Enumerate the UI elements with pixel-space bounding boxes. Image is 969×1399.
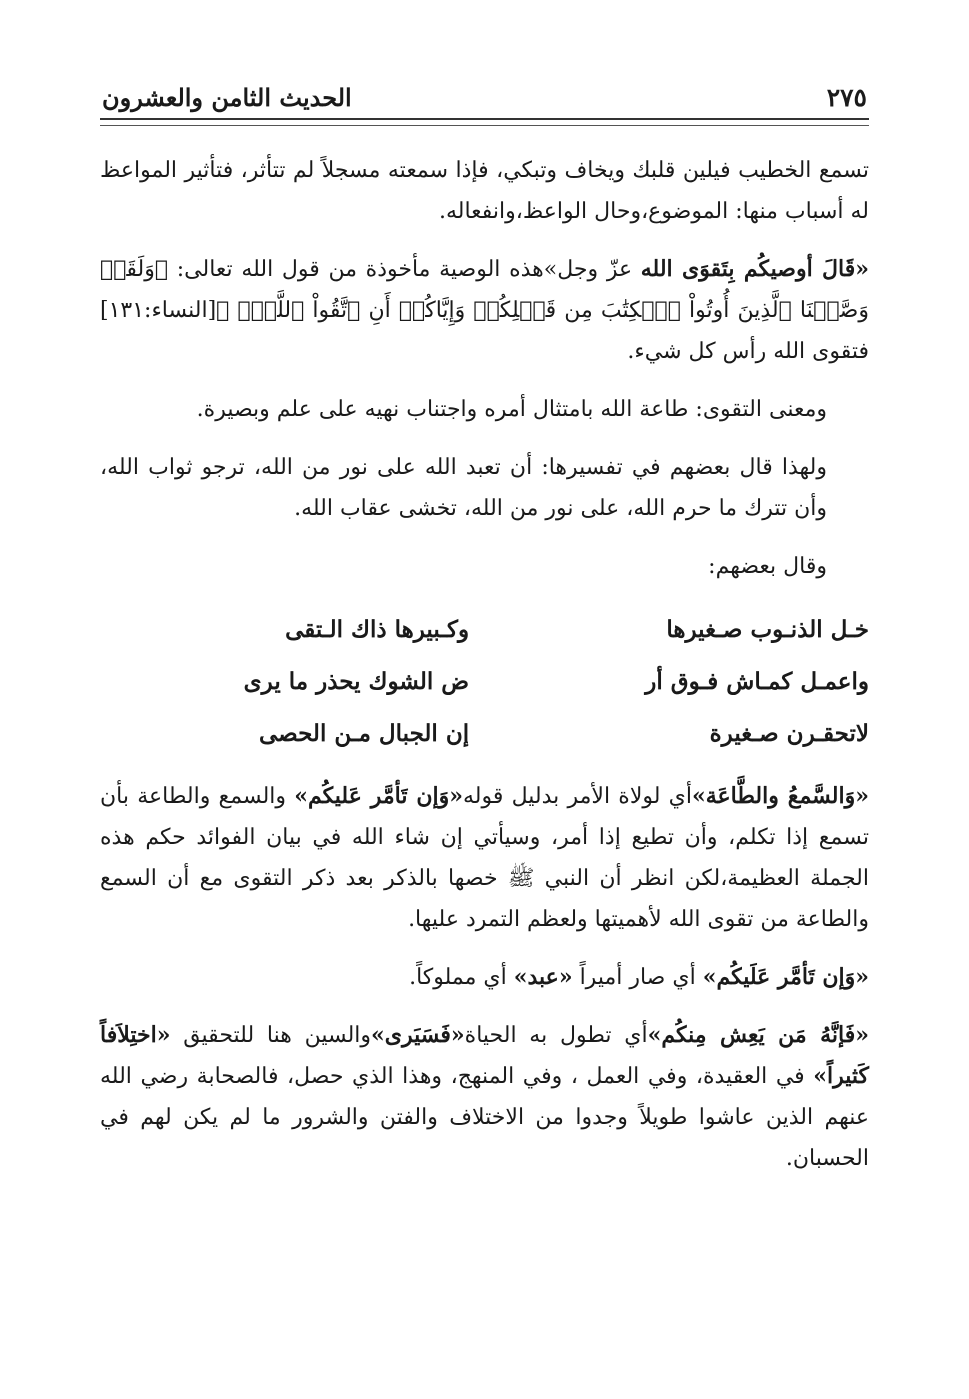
paragraph-6: [100, 776, 869, 940]
poem-verse: [100, 656, 869, 708]
paragraph-6-text-a: أي لولاة الأمر بدليل قوله: [463, 784, 692, 809]
page-header: [100, 80, 869, 112]
paragraph-6-text-b: والسمع والطاعة بأن تسمع إذا تكلم، وأن تطيع إذا أمر، وسيأتي إن شاء الله في بيان الفوائد حكم هذه الجملة العظيمة،لكن انظر أن النبي ﷺ خصها بالذكر بعد ذكر التقوى مع أن السمع والطاعة من تقوى الله لأهميتها ولعظم التمرد عليها.: [100, 784, 869, 932]
paragraph-8-text-a: أي تطول به الحياة: [464, 1023, 648, 1048]
page-body: [100, 150, 869, 1179]
verse-first-hemistich: واعمـل كمـاش فـوق أر: [645, 668, 869, 695]
paragraph-4: ولهذا قال بعضهم في تفسيرها: أن تعبد الله على نور من الله، ترجو ثواب الله، وأن تترك ما حرم الله، على نور من الله، تخشى عقاب الله.: [100, 455, 827, 521]
paragraph-5: وقال بعضهم:: [708, 554, 827, 579]
poem-verse: [100, 604, 869, 656]
verse-second-hemistich: إن الجبال مـن الحصى: [258, 720, 470, 747]
hadith-quote-command: «وَإن تَأمَّر عَليكُم»: [294, 783, 463, 809]
verse-first-hemistich: خـل الذنـوب صـغيرها: [666, 616, 869, 643]
poem: [100, 604, 869, 760]
hadith-quote-slave: «عبد»: [513, 964, 573, 990]
paragraph-7-text-b: أي مملوكاً.: [409, 965, 514, 990]
paragraph-3: ومعنى التقوى: طاعة الله بامتثال أمره واجتناب نهيه على علم وبصيرة.: [196, 397, 827, 422]
hadith-quote-lives: «فَإنَّهُ مَن يَعِش مِنكُم»: [647, 1022, 869, 1048]
header-rule: [100, 118, 869, 126]
hadith-quote-taqwa: «قَالَ أوصيكُم بِتَقوَى الله: [640, 256, 869, 282]
page-number: ٢٧٥: [826, 83, 867, 112]
paragraph-8-text-b: والسين هنا للتحقيق: [170, 1023, 372, 1048]
hadith-quote-hearing: «وَالسَّمعُ والطَّاعَة»: [691, 783, 869, 809]
verse-first-hemistich: لاتحقـرن صـغيرة: [709, 720, 869, 747]
running-title: الحديث الثامن والعشرون: [102, 83, 352, 112]
paragraph-8: [100, 1015, 869, 1179]
hadith-quote-will-see: «فَسَيَرى»: [371, 1022, 465, 1048]
verse-second-hemistich: وكـبيرها ذاك الـتقى: [285, 616, 470, 643]
paragraph-2: [100, 249, 869, 372]
paragraph-8-text-c: في العقيدة، وفي العمل ، وفي المنهج، وهذا الذي حصل، فالصحابة رضي الله عنهم الذين عاشوا طويلاً وجدوا من الاختلاف والفتن والشرور ما لم يكن لهم في الحسبان.: [100, 1064, 869, 1171]
paragraph-7-text-a: أي صار أميراً: [572, 965, 703, 990]
hadith-quote-disagreement: «اختِلاَفاً كَثيراً»: [100, 1022, 869, 1089]
poem-verse: [100, 708, 869, 760]
paragraph-2-text: عزّ وجل»هذه الوصية مأخوذة من قول الله تعالى: ﴿وَلَقَدۡ وَصَّيۡنَا ٱلَّذِينَ أُوتُواْ ٱلۡكِتَٰبَ مِن قَبۡلِكُمۡ وَإِيَّاكُمۡ أَنِ ٱتَّقُواْ ٱللَّهَۚ ﴾[النساء:١٣١] فتقوى الله رأس كل شيء.: [100, 257, 869, 364]
paragraph-7: [100, 957, 869, 998]
paragraph-1: تسمع الخطيب فيلين قلبك ويخاف وتبكي، فإذا سمعته مسجلاً لم تتأثر، فتأثير المواعظ له أسباب منها: الموضوع،وحال الواعظ،وانفعاله.: [100, 158, 869, 224]
hadith-quote-command-2: «وَإن تَأمَّر عَلَيكُم»: [702, 964, 869, 990]
verse-second-hemistich: ض الشوك يحذر ما يرى: [243, 668, 470, 695]
